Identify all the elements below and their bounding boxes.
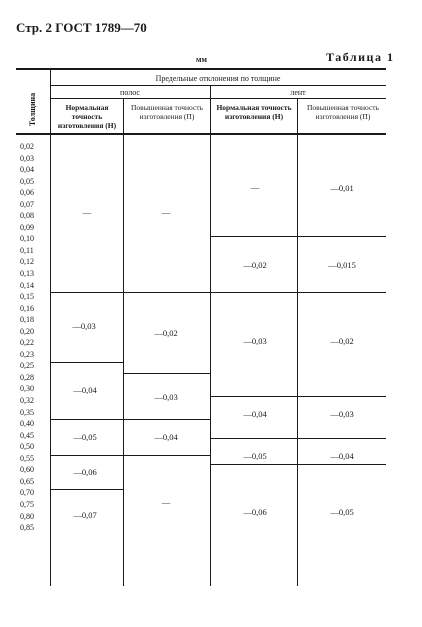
cell-rule [51,419,123,420]
thickness-value: 0,11 [20,245,34,255]
thickness-value: 0,13 [20,269,34,279]
tolerance-value: — [250,182,260,192]
tolerance-value: —0,015 [328,260,356,270]
group-header-strips: полос [120,88,140,97]
column-header: Нормальная точность изготовления (Н) [57,103,117,130]
thickness-value: 0,15 [20,292,34,302]
cell-rule [51,292,123,293]
tolerance-value: —0,02 [154,328,178,338]
column-header: Повышенная точность изготовления (П) [306,103,379,121]
thickness-value: 0,60 [20,465,34,475]
tolerance-value: — [161,207,171,217]
thickness-value: 0,55 [20,453,34,463]
thickness-value: 0,12 [20,257,34,267]
cell-rule [211,236,297,237]
thickness-value: 0,22 [20,338,34,348]
thickness-value: 0,20 [20,326,34,336]
table-title: Таблица 1 [326,50,395,64]
thickness-value: 0,16 [20,303,34,313]
tolerance-value: —0,05 [330,507,354,517]
cell-rule [51,455,123,456]
deviation-header-rule [50,85,386,86]
cell-rule [211,464,297,465]
cell-rule [124,419,210,420]
tolerance-value: —0,02 [243,260,267,270]
thickness-value: 0,35 [20,407,34,417]
cell-rule [298,236,386,237]
thickness-header: Толщина [28,92,38,126]
cell-rule [124,455,210,456]
cell-rule [124,292,210,293]
thickness-value: 0,10 [20,234,34,244]
thickness-value: 0,50 [20,442,34,452]
tolerance-value: —0,07 [73,510,97,520]
thickness-value: 0,80 [20,511,34,521]
cell-rule [298,464,386,465]
thickness-value: 0,14 [20,280,34,290]
thickness-value: 0,28 [20,372,34,382]
cell-rule [298,438,386,439]
group-divider-rule [210,85,211,586]
thickness-value: 0,30 [20,384,34,394]
cell-rule [51,489,123,490]
column-header: Повышенная точность изготовления (П) [130,103,203,121]
tolerance-value: —0,06 [73,467,97,477]
tolerance-value: —0,06 [243,507,267,517]
cell-rule [298,396,386,397]
thickness-value: 0,04 [20,165,34,175]
thickness-value: 0,06 [20,188,34,198]
page-header: Стр. 2 ГОСТ 1789—70 [16,20,147,35]
tolerance-value: —0,05 [73,432,97,442]
tolerance-value: —0,03 [72,321,96,331]
thickness-value: 0,25 [20,361,34,371]
cell-rule [124,373,210,374]
cell-rule [211,396,297,397]
deviation-header: Предельные отклонения по толщине [155,74,281,83]
tape-col-rule [297,98,298,586]
cell-rule [51,362,123,363]
tolerance-value: —0,03 [243,336,267,346]
cell-rule [211,438,297,439]
thickness-value: 0,65 [20,476,34,486]
thickness-value: 0,05 [20,176,34,186]
thickness-value: 0,03 [20,153,34,163]
tolerance-value: —0,03 [330,409,354,419]
thickness-value: 0,45 [20,430,34,440]
tolerance-value: —0,03 [154,392,178,402]
tolerance-value: —0,01 [330,183,354,193]
thickness-value: 0,40 [20,419,34,429]
thickness-value: 0,07 [20,199,34,209]
column-header: Нормальная точность изготовления (Н) [216,103,292,121]
thickness-value: 0,75 [20,499,34,509]
group-header-rule [50,98,386,99]
tolerance-value: —0,04 [73,385,97,395]
tolerance-value: —0,05 [243,451,267,461]
tolerance-value: — [161,497,171,507]
table-top-rule [16,68,386,70]
tolerance-value: —0,04 [243,409,267,419]
thickness-value: 0,08 [20,211,34,221]
tolerance-value: —0,02 [330,336,354,346]
tolerance-value: —0,04 [154,432,178,442]
group-header-tapes: лент [290,88,306,97]
thickness-value: 0,23 [20,349,34,359]
thickness-value: 0,70 [20,488,34,498]
thickness-value: 0,09 [20,222,34,232]
thickness-value: 0,18 [20,315,34,325]
thickness-value: 0,02 [20,142,34,151]
units-label: мм [196,55,207,64]
tolerance-value: —0,04 [330,451,354,461]
thickness-value: 0,85 [20,523,34,533]
cell-rule [211,292,297,293]
header-bottom-rule [16,133,386,135]
cell-rule [298,292,386,293]
thickness-value: 0,32 [20,396,34,406]
tolerance-value: — [82,207,92,217]
